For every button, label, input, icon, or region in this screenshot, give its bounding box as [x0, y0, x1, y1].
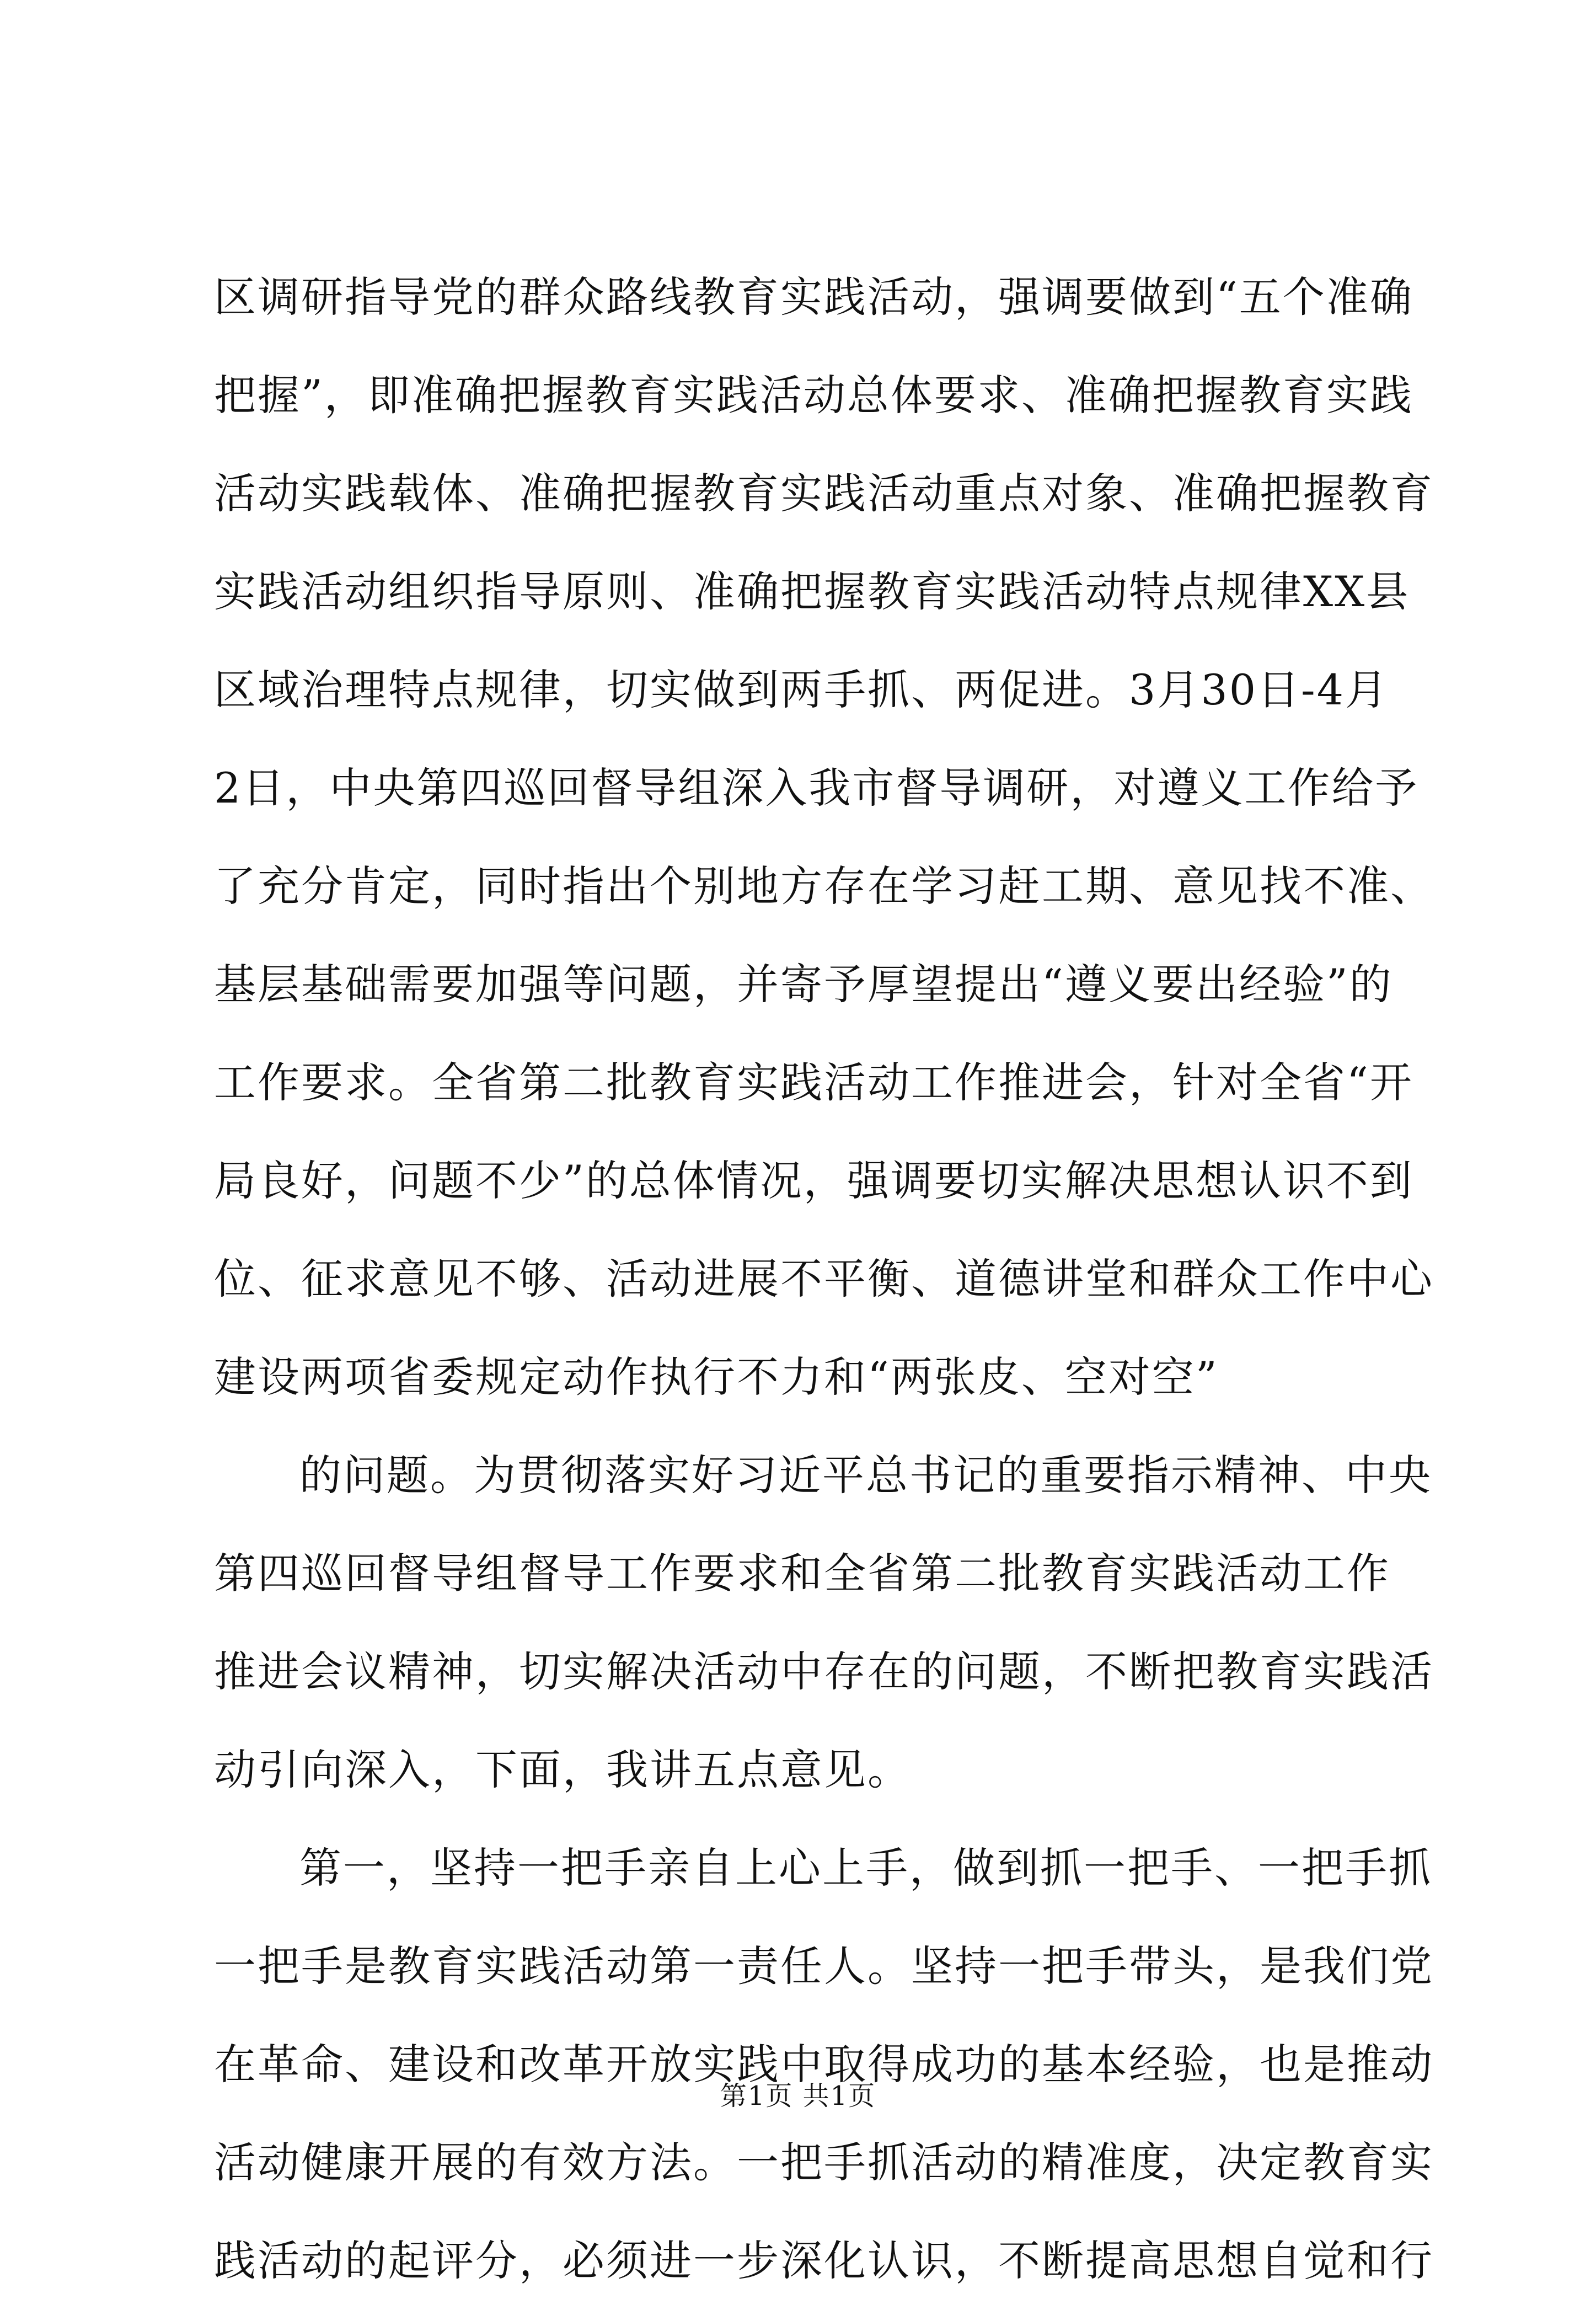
text-line: 践活动的起评分，必须进一步深化认识，不断提高思想自觉和行 — [214, 2236, 1434, 2285]
text-line: 基层基础需要加强等问题，并寄予厚望提出“遵义要出经验”的 — [214, 960, 1393, 1009]
text-line: 第四巡回督导组督导工作要求和全省第二批教育实践活动工作 — [214, 1549, 1390, 1598]
text-line: 位、征求意见不够、活动进展不平衡、道德讲堂和群众工作中心 — [214, 1254, 1434, 1303]
text-line: 区调研指导党的群众路线教育实践活动，强调要做到“五个准确 — [214, 272, 1413, 322]
text-line: 一把手是教育实践活动第一责任人。坚持一把手带头，是我们党 — [214, 1942, 1434, 1991]
text-line: 实践活动组织指导原则、准确把握教育实践活动特点规律XX县 — [214, 567, 1410, 616]
text-line: 建设两项省委规定动作执行不力和“两张皮、空对空” — [214, 1352, 1219, 1402]
text-line: 局良好，问题不少”的总体情况，强调要切实解决思想认识不到 — [214, 1156, 1413, 1205]
document-body — [214, 248, 1434, 2310]
text-line: 了充分肯定，同时指出个别地方存在学习赶工期、意见找不准、 — [214, 862, 1434, 911]
text-line: 工作要求。全省第二批教育实践活动工作推进会，针对全省“开 — [214, 1058, 1413, 1107]
text-line: 第一，坚持一把手亲自上心上手，做到抓一把手、一把手抓 — [299, 1843, 1432, 1892]
text-line: 推进会议精神，切实解决活动中存在的问题，不断把教育实践活 — [214, 1647, 1434, 1696]
text-line: 2日，中央第四巡回督导组深入我市督导调研，对遵义工作给予 — [214, 763, 1419, 812]
text-line: 活动健康开展的有效方法。一把手抓活动的精准度，决定教育实 — [214, 2138, 1434, 2187]
text-line: 动引向深入，下面，我讲五点意见。 — [214, 1745, 911, 1794]
text-line: 在革命、建设和改革开放实践中取得成功的基本经验，也是推动 — [214, 2040, 1434, 2089]
text-line: 活动实践载体、准确把握教育实践活动重点对象、准确把握教育 — [214, 469, 1434, 518]
text-line: 区域治理特点规律，切实做到两手抓、两促进。3月30日-4月 — [214, 665, 1389, 714]
page-footer: 第1页 共1页 — [720, 2081, 876, 2111]
text-line: 把握”，即准确把握教育实践活动总体要求、准确把握教育实践 — [214, 371, 1413, 420]
text-line: 的问题。为贯彻落实好习近平总书记的重要指示精神、中央 — [299, 1451, 1432, 1500]
